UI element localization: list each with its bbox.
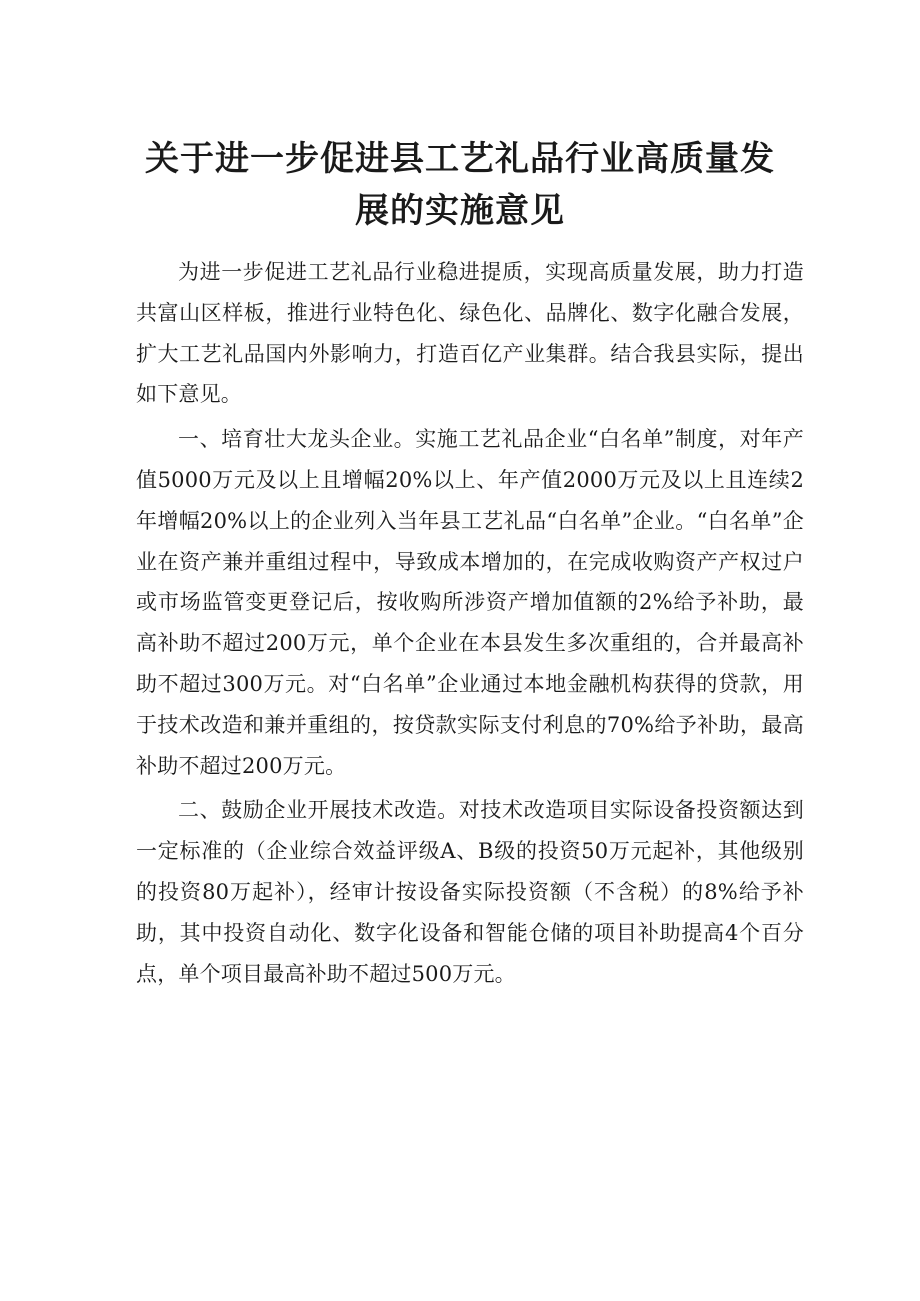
title-line-1: 关于进一步促进县工艺礼品行业高质量发 — [145, 138, 775, 179]
paragraph-intro: 为进一步促进工艺礼品行业稳进提质，实现高质量发展，助力打造共富山区样板，推进行业特色化、绿色化、品牌化、数字化融合发展，扩大工艺礼品国内外影响力，打造百亿产业集群。结合我县实际，提出如下意见。 — [136, 260, 804, 407]
title-line-2: 展的实施意见 — [355, 190, 565, 231]
paragraph-section-1: 一、培育壮大龙头企业。实施工艺礼品企业“白名单”制度，对年产值5000万元及以上且增幅20%以上、年产值2000万元及以上且连续2年增幅20%以上的企业列入当年县工艺礼品“白名单”企业。“白名单”企业在资产兼并重组过程中，导致成本增加的，在完成收购资产产权过户或市场监管变更登记后，按收购所涉资产增加值额的2%给予补助，最高补助不超过200万元，单个企业在本县发生多次重组的，合并最高补助不超过300万元。对“白名单”企业通过本地金融机构获得的贷款，用于技术改造和兼并重组的，按贷款实际支付利息的70%给予补助，最高补助不超过200万元。 — [136, 427, 804, 778]
paragraph-section-2: 二、鼓励企业开展技术改造。对技术改造项目实际设备投资额达到一定标准的（企业综合效益评级A、B级的投资50万元起补，其他级别的投资80万起补），经审计按设备实际投资额（不含税）的8%给予补助，其中投资自动化、数字化设备和智能仓储的项目补助提高4个百分点，单个项目最高补助不超过500万元。 — [136, 798, 804, 986]
document-body — [136, 252, 804, 998]
document-title — [120, 133, 800, 237]
